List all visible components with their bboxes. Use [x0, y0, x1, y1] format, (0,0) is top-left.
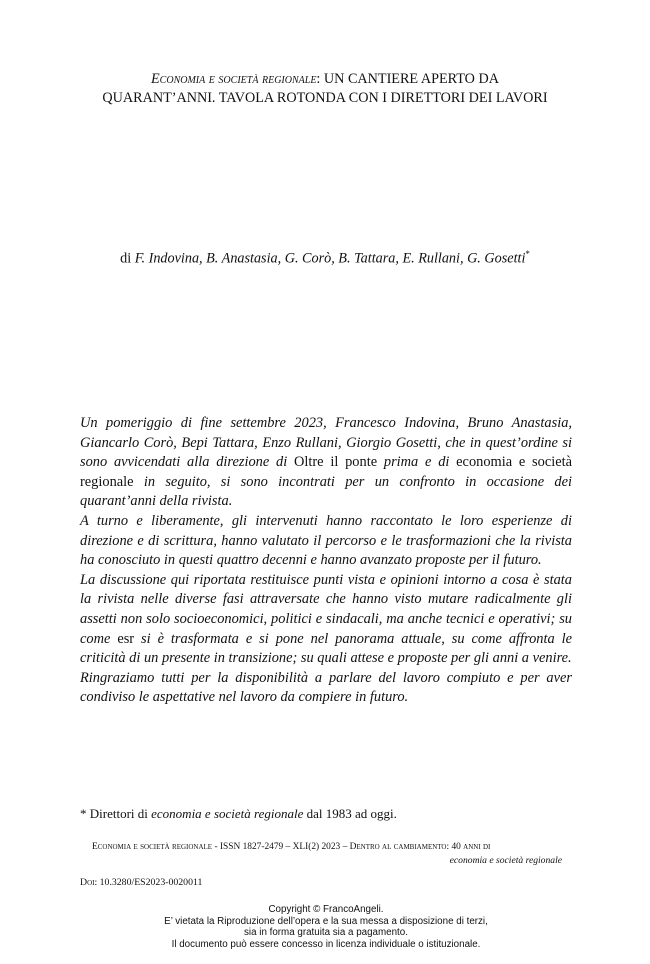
author-prefix: di	[120, 250, 135, 267]
abstract-journal-ref: esr	[117, 630, 135, 647]
separator: –	[283, 842, 293, 852]
footnote-text: dal 1983 ad oggi.	[303, 806, 397, 821]
abstract-paragraph-4: Ringraziamo tutti per la disponibilità a parlare del lavoro compiuto e per aver condiviso le aspettative nel lavoro da compiere in futuro.	[80, 669, 572, 706]
abstract	[80, 414, 572, 708]
abstract-paragraph-3	[80, 571, 572, 669]
abstract-journal-ref: economia e società regionale	[80, 454, 573, 490]
author-line	[40, 249, 610, 268]
journal-issn: ISSN 1827-2479	[219, 842, 284, 852]
journal-name: Economia e società regionale	[92, 842, 213, 852]
separator: -	[212, 842, 220, 852]
journal-volume: XLI(2) 2023	[292, 842, 341, 852]
journal-citation-line-1	[92, 841, 572, 854]
copyright-line: Copyright © FrancoAngeli.	[268, 904, 384, 915]
abstract-text: La discussione qui riportata restituisce punti vista e opinioni intorno a cosa è stata la rivista nelle diverse fasi attraversate che hanno visto mutare radicalmente gli assetti non solo socioeconomici, politici e sindacali, ma anche tecnici e operativi; su come	[80, 571, 572, 647]
title-line-1	[40, 70, 610, 89]
footnote-journal-name: economia e società regionale	[151, 806, 304, 821]
journal-citation-line-2: economia e società regionale	[449, 855, 562, 866]
doi-label: Doi:	[80, 877, 100, 888]
doi-value: 10.3280/ES2023-0020011	[99, 877, 203, 888]
doi	[80, 877, 202, 888]
abstract-text: si è trasformata e si pone nel panorama attuale, su come affronta le criticità di un presente in transizione; su quali attese e proposte per gli anni a venire.	[80, 630, 572, 667]
footnote	[80, 806, 397, 822]
copyright-line: sia in forma gratuita sia a pagamento.	[244, 927, 408, 939]
abstract-text: Un pomeriggio di fine settembre 2023, Francesco Indovina, Bruno Anastasia, Giancarlo Corò, Bepi Tattara, Enzo Rullani, Giorgio Gosetti, che in quest’ordine si sono avvicendati alla direzione di	[80, 415, 572, 471]
author-names: F. Indovina, B. Anastasia, G. Corò, B. Tattara, E. Rullani, G. Gosetti	[134, 250, 526, 267]
journal-citation	[92, 841, 572, 867]
abstract-journal-ref: Oltre il ponte	[294, 454, 378, 471]
copyright-line: Il documento può essere concesso in licenza individuale o istituzionale.	[171, 938, 481, 950]
footnote-text: * Direttori di	[80, 806, 152, 821]
abstract-text: in seguito, si sono incontrati per un confronto in occasione dei quarant’anni della rivista.	[80, 473, 572, 510]
article-title	[40, 70, 610, 108]
abstract-paragraph-1	[80, 414, 572, 512]
copyright-notice	[80, 904, 572, 950]
abstract-paragraph-2: A turno e liberamente, gli intervenuti hanno raccontato le loro esperienze di direzione e di scrittura, hanno valutato il percorso e le trasformazioni che la rivista ha conosciuto in questi quattro decenni e hanno avanzato proposte per il futuro.	[80, 512, 572, 569]
journal-section: Dentro al cambiamento: 40 anni di	[349, 842, 491, 852]
title-journal-name: Economia e società regionale	[151, 71, 317, 87]
title-rest: : UN CANTIERE APERTO DA	[316, 71, 499, 87]
copyright-line: E’ vietata la Riproduzione dell’opera e la sua messa a disposizione di terzi,	[164, 915, 488, 927]
separator: –	[340, 842, 350, 852]
abstract-text: prima e di	[377, 454, 457, 471]
title-line-2: QUARANT’ANNI. TAVOLA ROTONDA CON I DIRETTORI DEI LAVORI	[102, 90, 548, 106]
author-footnote-marker: *	[525, 249, 530, 259]
